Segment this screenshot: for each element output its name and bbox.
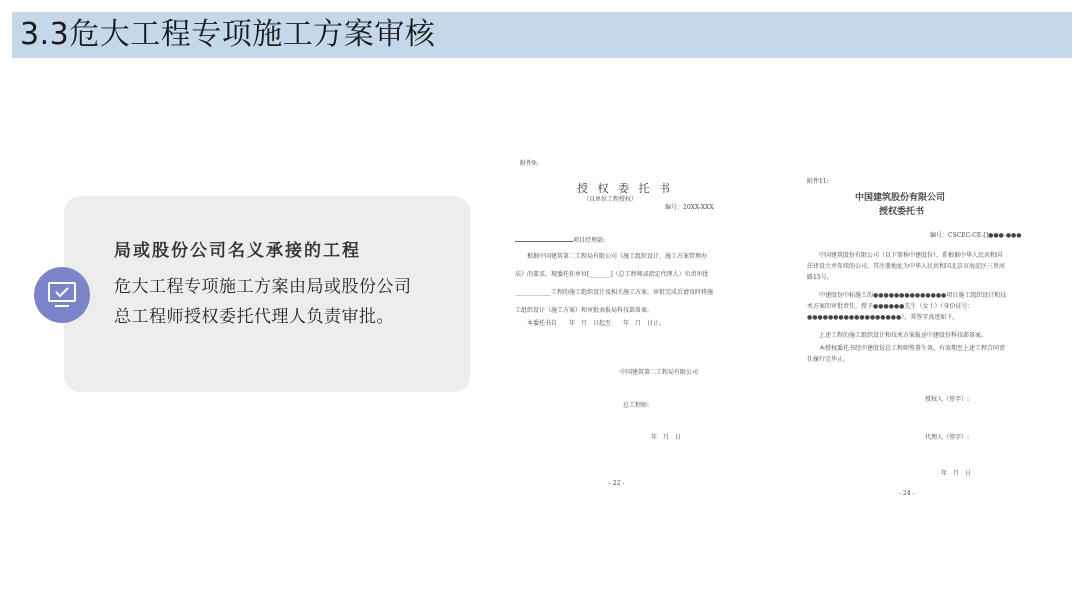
doc-paragraph-4: 本授权委托书经中建股份总工程师签署生效，有效期至上述工程合同责任履行完毕止。	[807, 345, 1006, 363]
doc-number: 编号：CSCEC-CE-[]●●●-●●●	[930, 232, 1022, 239]
doc-paragraph-3: 上述工程的施工组织设计和技术方案报送中建股份科技部备案。	[819, 332, 988, 339]
doc-addressee: 项目经理部:	[573, 237, 606, 244]
doc-paragraph: 根据中国建筑第二工程局有限公司《施工组织设计、施工方案管理办法》的要求，现委托你单位[_______]（总工程师或指定代理人）负责审批____________工程的施工组织设计及相关施工方案、审批完成后请及时将施工组织设计（施工方案）和审批表报局科技部备案。	[515, 253, 714, 314]
doc-validity: 本委托书自 年 月 日起至 年 月 日止。	[527, 320, 666, 327]
doc-company-title: 中国建筑股份有限公司	[855, 193, 946, 203]
doc-grantor-signature: 授权人（签字）:	[925, 396, 970, 403]
page-title: 3.3危大工程专项施工方案审核	[20, 17, 436, 52]
doc-attachment-label: 附件9:	[520, 160, 538, 167]
doc-title: 授权委托书	[879, 207, 925, 217]
card-body: 危大工程专项施工方案由局或股份公司总工程师授权委托代理人负责审批。	[114, 277, 412, 327]
doc-number: 编号：20XX-XXX	[665, 204, 714, 211]
info-card	[64, 196, 470, 392]
doc-page-number: - 22 -	[609, 480, 625, 487]
authorization-letter-corporation	[795, 168, 1040, 498]
doc-attachment-label: 附件11:	[807, 178, 829, 185]
authorization-letter-bureau	[505, 150, 745, 490]
title-bar	[12, 12, 1072, 58]
doc-date: 年 月 日	[941, 470, 972, 477]
card-heading: 局或股份公司名义承接的工程	[114, 241, 361, 261]
monitor-check-icon	[34, 267, 90, 323]
addressee-blank	[515, 241, 573, 242]
doc-page-number: - 24 -	[899, 490, 915, 497]
doc-engineer-signature: 总工程师:	[623, 402, 650, 409]
doc-company: 中国建筑第二工程局有限公司	[620, 369, 699, 376]
doc-paragraph-1: 中国建筑股份有限公司（以下简称中建股份），系根据中华人民共和国法律设立并存续的公司，其注册地址为中华人民共和国北京市海淀区三里河路15号。	[807, 252, 1006, 281]
doc-date: 年 月 日	[651, 434, 682, 441]
doc-paragraph-2: 中建股份中标施工的●●●●●●●●●●●●●●项目施工组织设计和技术方案的审批责任，授予●●●●●●先生（女士）（身份证号：●●●●●●●●●●●●●●●●●●），其签字真迹如下。	[807, 292, 1007, 321]
doc-subtitle: （以单位工程授权）	[583, 196, 638, 203]
doc-agent-signature: 代理人（签字）:	[925, 434, 970, 441]
doc-title: 授 权 委 托 书	[577, 182, 673, 195]
